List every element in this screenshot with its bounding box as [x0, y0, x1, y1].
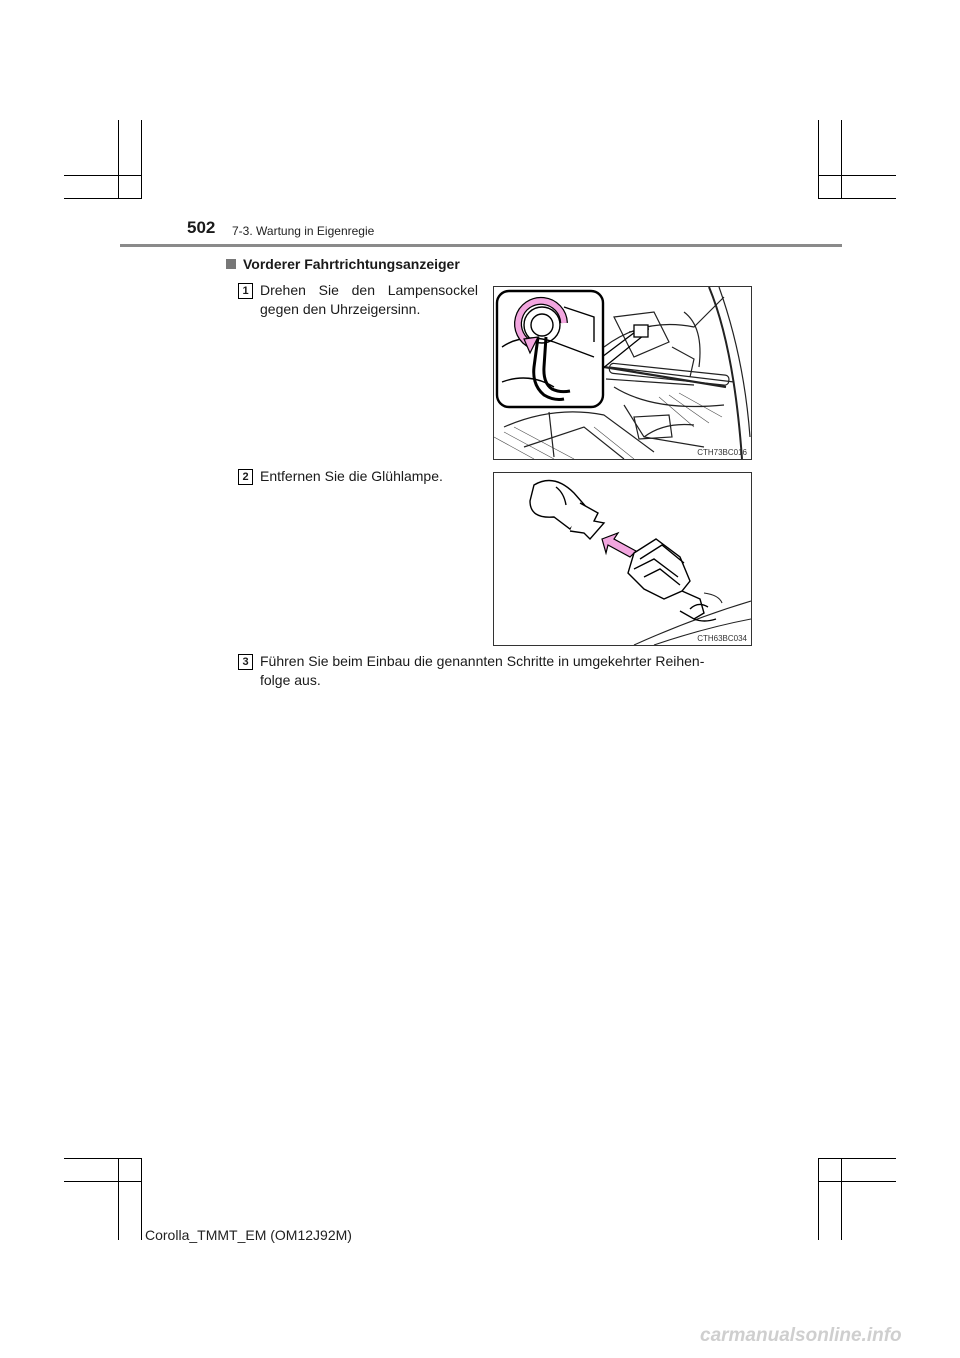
section-heading-text: Vorderer Fahrtrichtungsanzeiger: [243, 256, 460, 272]
crop-mark: [64, 1158, 142, 1159]
step-number-1: 1: [238, 283, 253, 299]
engine-bay-illustration: [494, 287, 751, 459]
crop-mark: [64, 1181, 142, 1182]
step-number-2: 2: [238, 469, 253, 485]
header-rule: [120, 244, 842, 247]
page-number: 502: [187, 218, 216, 237]
section-heading: [226, 256, 460, 272]
figure-1-lamp-socket: [493, 286, 752, 460]
step-1-text: [260, 281, 478, 319]
crop-mark: [818, 1181, 896, 1182]
step-3-line-2: folge aus.: [260, 672, 321, 688]
crop-mark: [818, 1158, 896, 1159]
crop-mark: [118, 120, 119, 198]
crop-mark: [841, 120, 842, 198]
crop-mark: [64, 198, 142, 199]
step-3-line-1: Führen Sie beim Einbau die genannten Schritte in umgekehrter Reihen-: [260, 653, 705, 669]
step-2-line-1: Entfernen Sie die Glühlampe.: [260, 468, 443, 484]
crop-mark: [64, 175, 142, 176]
crop-mark: [841, 1158, 842, 1240]
step-1-line-2: gegen den Uhrzeigersinn.: [260, 301, 421, 317]
crop-mark: [818, 198, 896, 199]
step-number-3: 3: [238, 654, 253, 670]
bulb-removal-illustration: [494, 473, 751, 645]
step-2-text: [260, 467, 480, 486]
crop-mark: [118, 1158, 119, 1240]
figure-2-remove-bulb: [493, 472, 752, 646]
crop-mark: [141, 1158, 142, 1240]
crop-mark: [818, 1158, 819, 1240]
crop-mark: [818, 175, 896, 176]
heading-bullet-icon: [226, 259, 236, 269]
crop-mark: [818, 120, 819, 198]
figure-2-code: CTH63BC034: [697, 634, 747, 643]
watermark: carmanualsonline.info: [700, 1325, 902, 1346]
section-header: 7-3. Wartung in Eigenregie: [232, 224, 375, 238]
step-1-line-1: Drehen Sie den Lampensockel: [260, 282, 478, 298]
footer-document-id: Corolla_TMMT_EM (OM12J92M): [145, 1227, 352, 1243]
crop-mark: [141, 120, 142, 198]
figure-1-code: CTH73BC016: [697, 448, 747, 457]
step-3-text: [260, 652, 750, 690]
